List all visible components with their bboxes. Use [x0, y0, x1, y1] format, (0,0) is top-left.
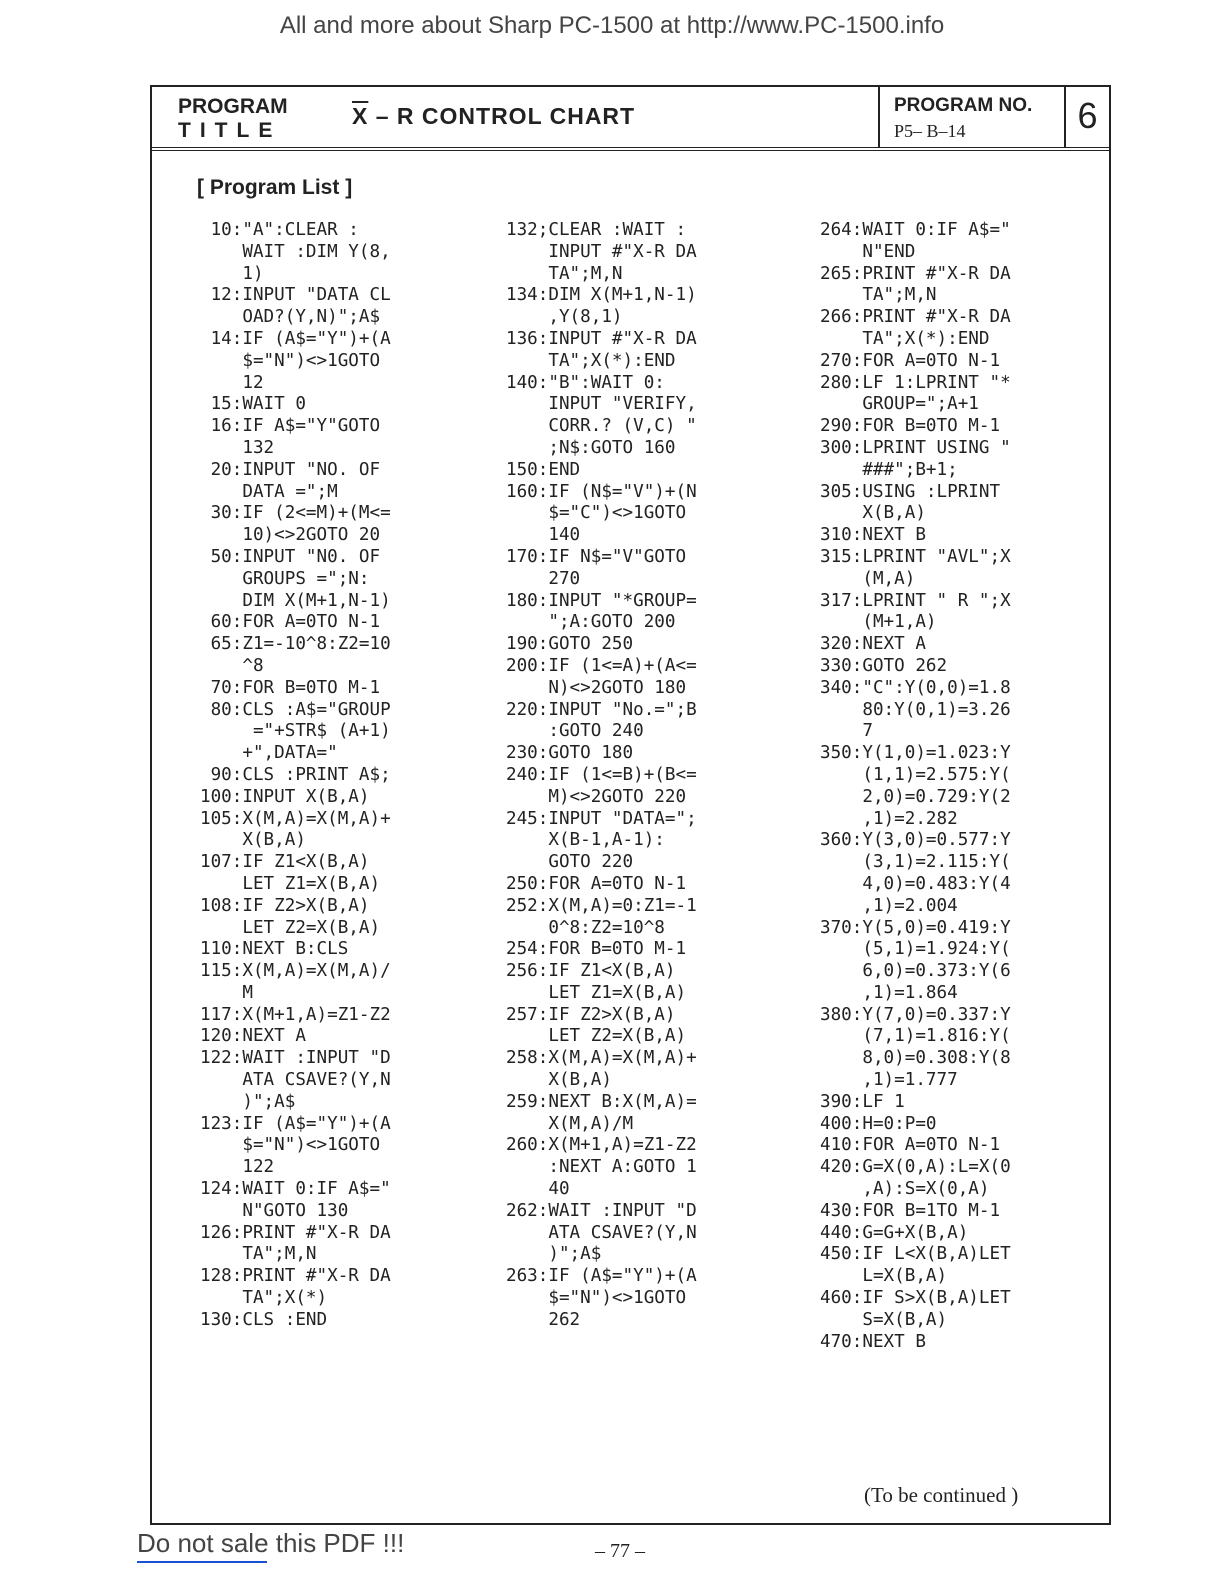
code-line: S=X(B,A) — [820, 1309, 948, 1330]
code-line: 160:IF (N$="V")+(N — [506, 481, 697, 502]
code-line: 1) — [200, 263, 264, 284]
code-line: )";A$ — [200, 1091, 296, 1112]
code-line: 130:CLS :END — [200, 1309, 328, 1330]
code-line: 250:FOR A=0TO N-1 — [506, 873, 687, 894]
code-line: $="N")<>1GOTO — [506, 1288, 687, 1309]
code-line: 390:LF 1 — [820, 1091, 905, 1112]
code-line: 6,0)=0.373:Y(6 — [820, 961, 1011, 982]
code-line: CORR.? (V,C) " — [506, 416, 697, 437]
code-line: N"GOTO 130 — [200, 1200, 349, 1221]
code-line: ,Y(8,1) — [506, 307, 623, 328]
code-line: ATA CSAVE?(Y,N — [200, 1070, 391, 1091]
code-line: 140 — [506, 525, 581, 546]
program-list-column-1 — [200, 220, 500, 1332]
code-line: (1,1)=2.575:Y( — [820, 764, 1011, 785]
code-line: 320:NEXT A — [820, 634, 926, 655]
code-line: ,1)=2.004 — [820, 895, 958, 916]
code-line: 80:Y(0,1)=3.26 — [820, 699, 1011, 720]
code-line: ATA CSAVE?(Y,N — [506, 1222, 697, 1243]
code-line: 90:CLS :PRINT A$; — [200, 764, 391, 785]
code-line: 270:FOR A=0TO N-1 — [820, 350, 1001, 371]
code-line: 410:FOR A=0TO N-1 — [820, 1135, 1001, 1156]
code-line: 105:X(M,A)=X(M,A)+ — [200, 808, 391, 829]
code-line: ="+STR$ (A+1) — [200, 721, 391, 742]
code-line: ,A):S=X(0,A) — [820, 1179, 990, 1200]
code-line: 256:IF Z1<X(B,A) — [506, 961, 676, 982]
code-line: +",DATA=" — [200, 743, 338, 764]
program-list-column-3 — [820, 220, 1120, 1353]
code-line: TA";X(*):END — [506, 350, 676, 371]
code-line: 126:PRINT #"X-R DA — [200, 1222, 391, 1243]
code-line: 115:X(M,A)=X(M,A)/ — [200, 961, 391, 982]
code-line: 100:INPUT X(B,A) — [200, 786, 370, 807]
title-xbar: $\overline{X}$ — [352, 103, 369, 129]
code-line: 257:IF Z2>X(B,A) — [506, 1004, 676, 1025]
code-line: 240:IF (1<=B)+(B<= — [506, 764, 697, 785]
code-line: ";A:GOTO 200 — [506, 612, 676, 633]
code-line: 262:WAIT :INPUT "D — [506, 1200, 697, 1221]
code-line: TA";M,N — [506, 263, 623, 284]
code-line: 132;CLEAR :WAIT : — [506, 220, 687, 240]
source-banner: All and more about Sharp PC-1500 at http://www.PC-1500.info — [279, 12, 945, 39]
code-line: LET Z1=X(B,A) — [200, 873, 381, 894]
code-line: X(B-1,A-1): — [506, 830, 665, 851]
code-line: (3,1)=2.115:Y( — [820, 852, 1011, 873]
code-line: 65:Z1=-10^8:Z2=10 — [200, 634, 391, 655]
page-number: – 77 – — [595, 1540, 645, 1562]
code-line: 120:NEXT A — [200, 1026, 306, 1047]
code-line: N)<>2GOTO 180 — [506, 677, 687, 698]
continued-note: (To be continued ) — [864, 1483, 1019, 1507]
code-line: ,1)=1.864 — [820, 982, 958, 1003]
footer-underline — [137, 1561, 267, 1563]
code-line: X(B,A) — [506, 1070, 612, 1091]
code-line: 266:PRINT #"X-R DA — [820, 307, 1011, 328]
code-line: TA";M,N — [200, 1244, 317, 1265]
code-line: 134:DIM X(M+1,N-1) — [506, 285, 697, 306]
code-line: 0^8:Z2=10^8 — [506, 917, 665, 938]
footer-note-text: Do not sale this PDF !!! — [137, 1528, 405, 1558]
code-line: 123:IF (A$="Y")+(A — [200, 1113, 391, 1134]
code-line: 122 — [200, 1157, 275, 1178]
code-line: 264:WAIT 0:IF A$=" — [820, 220, 1011, 240]
code-line: 263:IF (A$="Y")+(A — [506, 1266, 697, 1287]
section-title: [ Program List ] — [197, 176, 353, 199]
code-line: (7,1)=1.816:Y( — [820, 1026, 1011, 1047]
code-line: 110:NEXT B:CLS — [200, 939, 349, 960]
code-line: 330:GOTO 262 — [820, 655, 948, 676]
code-line: M)<>2GOTO 220 — [506, 786, 687, 807]
code-line: 10:"A":CLEAR : — [200, 220, 359, 240]
code-line: 300:LPRINT USING " — [820, 437, 1011, 458]
code-line: TA";M,N — [820, 285, 937, 306]
code-line: X(B,A) — [820, 503, 926, 524]
code-line: 258:X(M,A)=X(M,A)+ — [506, 1048, 697, 1069]
code-line: LET Z2=X(B,A) — [506, 1026, 687, 1047]
code-line: 16:IF A$="Y"GOTO — [200, 416, 381, 437]
sheet-header — [152, 87, 1109, 151]
code-line: X(B,A) — [200, 830, 306, 851]
code-line: 245:INPUT "DATA="; — [506, 808, 697, 829]
code-line: 140:"B":WAIT 0: — [506, 372, 665, 393]
code-line: WAIT :DIM Y(8, — [200, 241, 391, 262]
code-line: GROUP=";A+1 — [820, 394, 979, 415]
program-list-column-2 — [506, 220, 806, 1332]
code-line: TA";X(*):END — [820, 328, 990, 349]
code-line: 280:LF 1:LPRINT "* — [820, 372, 1011, 393]
code-line: 470:NEXT B — [820, 1331, 926, 1352]
code-line: 117:X(M+1,A)=Z1-Z2 — [200, 1004, 391, 1025]
program-number-box — [878, 87, 1064, 147]
code-line: 440:G=G+X(B,A) — [820, 1222, 969, 1243]
code-line: 305:USING :LPRINT — [820, 481, 1001, 502]
code-line: :NEXT A:GOTO 1 — [506, 1157, 697, 1178]
code-line: 8,0)=0.308:Y(8 — [820, 1048, 1011, 1069]
code-line: $="N")<>1GOTO — [200, 1135, 381, 1156]
program-title-label-line1: PROGRAM — [178, 95, 288, 118]
code-line: 7 — [820, 721, 873, 742]
code-line: DIM X(M+1,N-1) — [200, 590, 391, 611]
code-line: 350:Y(1,0)=1.023:Y — [820, 743, 1011, 764]
code-line: 180:INPUT "*GROUP= — [506, 590, 697, 611]
code-line: M — [200, 982, 253, 1003]
page-badge-box — [1064, 87, 1109, 147]
code-line: OAD?(Y,N)";A$ — [200, 307, 381, 328]
code-line: 260:X(M+1,A)=Z1-Z2 — [506, 1135, 697, 1156]
code-line: 254:FOR B=0TO M-1 — [506, 939, 687, 960]
code-line: 108:IF Z2>X(B,A) — [200, 895, 370, 916]
code-line: INPUT "VERIFY, — [506, 394, 697, 415]
code-line: 30:IF (2<=M)+(M<= — [200, 503, 391, 524]
code-line: 4,0)=0.483:Y(4 — [820, 873, 1011, 894]
code-line: 400:H=0:P=0 — [820, 1113, 937, 1134]
code-line: X(M,A)/M — [506, 1113, 634, 1134]
code-line: 450:IF L<X(B,A)LET — [820, 1244, 1011, 1265]
code-line: 430:FOR B=1TO M-1 — [820, 1200, 1001, 1221]
code-line: 265:PRINT #"X-R DA — [820, 263, 1011, 284]
program-title-label-line2: TITLE — [178, 119, 282, 142]
title-rest: – R CONTROL CHART — [368, 103, 636, 129]
program-number-label: PROGRAM NO. — [894, 95, 1033, 116]
code-line: INPUT #"X-R DA — [506, 241, 697, 262]
code-line: 124:WAIT 0:IF A$=" — [200, 1179, 391, 1200]
code-line: ,1)=1.777 — [820, 1070, 958, 1091]
code-line: 170:IF N$="V"GOTO — [506, 546, 687, 567]
code-line: 10)<>2GOTO 20 — [200, 525, 381, 546]
code-line: 380:Y(7,0)=0.337:Y — [820, 1004, 1011, 1025]
code-line: $="C")<>1GOTO — [506, 503, 687, 524]
code-line: TA";X(*) — [200, 1288, 328, 1309]
code-line: ;N$:GOTO 160 — [506, 437, 676, 458]
code-line: 360:Y(3,0)=0.577:Y — [820, 830, 1011, 851]
code-line: (M+1,A) — [820, 612, 937, 633]
code-line: 230:GOTO 180 — [506, 743, 634, 764]
code-line: LET Z1=X(B,A) — [506, 982, 687, 1003]
code-line: DATA =";M — [200, 481, 338, 502]
code-line: 40 — [506, 1179, 570, 1200]
page-badge: 6 — [1077, 95, 1098, 136]
code-line: (5,1)=1.924:Y( — [820, 939, 1011, 960]
code-line: 190:GOTO 250 — [506, 634, 634, 655]
code-line: LET Z2=X(B,A) — [200, 917, 381, 938]
program-title — [352, 103, 635, 130]
code-line: 12:INPUT "DATA CL — [200, 285, 391, 306]
code-line: 340:"C":Y(0,0)=1.8 — [820, 677, 1011, 698]
code-line: )";A$ — [506, 1244, 602, 1265]
code-line: 60:FOR A=0TO N-1 — [200, 612, 381, 633]
code-line: 420:G=X(0,A):L=X(0 — [820, 1157, 1011, 1178]
code-line: :GOTO 240 — [506, 721, 644, 742]
code-line: 259:NEXT B:X(M,A)= — [506, 1091, 697, 1112]
code-line: 80:CLS :A$="GROUP — [200, 699, 391, 720]
code-line: 128:PRINT #"X-R DA — [200, 1266, 391, 1287]
code-line: 15:WAIT 0 — [200, 394, 306, 415]
code-line: ###";B+1; — [820, 459, 958, 480]
code-line: 132 — [200, 437, 275, 458]
code-line: 262 — [506, 1309, 581, 1330]
footer-note — [137, 1528, 404, 1559]
code-line: 107:IF Z1<X(B,A) — [200, 852, 370, 873]
code-line: 70:FOR B=0TO M-1 — [200, 677, 381, 698]
code-line: 150:END — [506, 459, 581, 480]
code-line: 122:WAIT :INPUT "D — [200, 1048, 391, 1069]
code-line: 136:INPUT #"X-R DA — [506, 328, 697, 349]
program-title-label — [178, 95, 288, 143]
code-line: N"END — [820, 241, 916, 262]
code-line: ,1)=2.282 — [820, 808, 958, 829]
program-number-value: P5– B–14 — [894, 121, 966, 141]
code-line: 252:X(M,A)=0:Z1=-1 — [506, 895, 697, 916]
code-line: 14:IF (A$="Y")+(A — [200, 328, 391, 349]
code-line: 290:FOR B=0TO M-1 — [820, 416, 1001, 437]
code-line: 317:LPRINT " R ";X — [820, 590, 1011, 611]
code-line: $="N")<>1GOTO — [200, 350, 381, 371]
code-line: GOTO 220 — [506, 852, 634, 873]
code-line: 315:LPRINT "AVL";X — [820, 546, 1011, 567]
code-line: 310:NEXT B — [820, 525, 926, 546]
code-line: 370:Y(5,0)=0.419:Y — [820, 917, 1011, 938]
code-line: 200:IF (1<=A)+(A<= — [506, 655, 697, 676]
code-line: 220:INPUT "No.=";B — [506, 699, 697, 720]
code-line: 50:INPUT "N0. OF — [200, 546, 381, 567]
code-line: 20:INPUT "NO. OF — [200, 459, 381, 480]
code-line: 460:IF S>X(B,A)LET — [820, 1288, 1011, 1309]
code-line: (M,A) — [820, 568, 916, 589]
code-line: ^8 — [200, 655, 264, 676]
code-line: L=X(B,A) — [820, 1266, 948, 1287]
code-line: GROUPS =";N: — [200, 568, 370, 589]
code-line: 2,0)=0.729:Y(2 — [820, 786, 1011, 807]
code-line: 270 — [506, 568, 581, 589]
code-line: 12 — [200, 372, 264, 393]
